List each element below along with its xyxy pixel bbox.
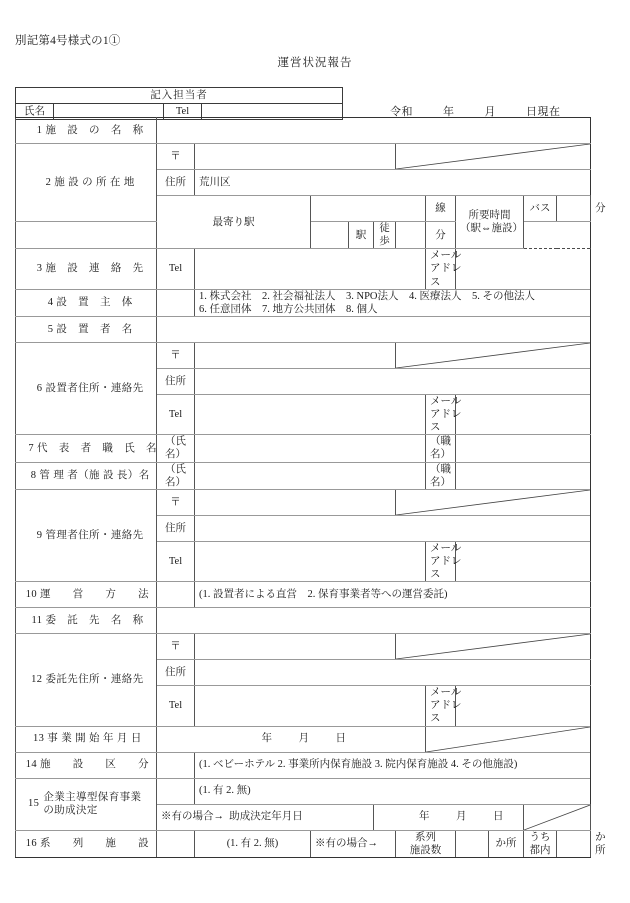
row-manager-address-postal: [16, 489, 591, 515]
person-in-charge-heading: 記入担当者: [16, 88, 343, 104]
address-label: 住所: [157, 660, 195, 686]
blocked-cell-diagonal: [396, 342, 591, 368]
grant-answer-input[interactable]: [157, 778, 195, 804]
station-suffix-label: 駅: [349, 222, 374, 249]
grant-decision-date-input[interactable]: 年 月 日: [374, 804, 524, 830]
mail-address-label: メール アドレ ス: [426, 541, 456, 581]
row-corporate-childcare-grant: [16, 778, 591, 804]
affiliated-options: (1. 有 2. 無): [195, 830, 311, 857]
tel-label: Tel: [157, 394, 195, 434]
management-method-options: (1. 設置者による直営 2. 保育事業者等への運営委託): [195, 582, 591, 608]
row-label-16: 16 系 列 施 設: [16, 830, 157, 857]
row-affiliated-facilities: 16 系 列 施 設 (1. 有 2. 無) ※有の場合→ 系列 施設数 か所 うち 都内 か所: [16, 830, 591, 857]
row-label-2: 2 施 設 の 所 在 地: [16, 144, 157, 222]
walk-label: 徒歩: [374, 222, 396, 249]
affiliated-if-yes-label: ※有の場合→: [311, 830, 396, 857]
contractor-address-input[interactable]: [195, 660, 591, 686]
row-label-15: 15 企業主導型保育事業 の助成決定: [16, 778, 157, 830]
grant-if-yes-label: ※有の場合→ 助成決定年月日: [157, 804, 374, 830]
affiliated-count-input[interactable]: [456, 830, 489, 857]
walk-minutes-input[interactable]: [396, 222, 426, 249]
row-facility-name: [16, 118, 591, 144]
row-label-13: 13 事 業 開 始 年 月 日: [16, 726, 157, 752]
facility-category-answer-input[interactable]: [157, 752, 195, 778]
day-unit: 日現在: [526, 106, 561, 118]
row-label-1: 1 施 設 の 名 称: [16, 118, 157, 144]
mail-address-label: メール アドレ ス: [426, 394, 456, 434]
row-establisher-address-postal: [16, 342, 591, 368]
facility-tel-input[interactable]: [195, 249, 426, 289]
row-label-9: 9 管理者住所・連絡先: [16, 489, 157, 581]
affiliated-count-unit: か所: [489, 830, 524, 857]
postal-label: 〒: [157, 489, 195, 515]
row-label-5: 5 設 置 者 名: [16, 316, 157, 342]
row-establisher-name: [16, 316, 591, 342]
establisher-type-options: 1. 株式会社 2. 社会福祉法人 3. NPO法人 4. 医療法人 5. その他法人 6. 任意団体 7. 地方公共団体 8. 個人: [195, 289, 591, 316]
address-label: 住所: [157, 170, 195, 196]
mail-address-label: メール アドレ ス: [426, 249, 456, 289]
manager-address-input[interactable]: [195, 515, 591, 541]
facility-name-input[interactable]: [157, 118, 591, 144]
row-facility-contact: [16, 249, 591, 289]
row-label-11: 11 委 託 先 名 称: [16, 608, 157, 634]
form-code: 別記第4号様式の1①: [15, 35, 121, 47]
tel-label: Tel: [157, 249, 195, 289]
operation-status-form-table: [15, 117, 606, 858]
manager-mail-input[interactable]: [456, 541, 591, 581]
tel-label: Tel: [157, 541, 195, 581]
row-label-12: 12 委託先住所・連絡先: [16, 634, 157, 726]
establisher-name-input[interactable]: [157, 316, 591, 342]
facility-postal-input[interactable]: [195, 144, 396, 170]
blocked-cell-diagonal: [396, 489, 591, 515]
row-manager-name: [16, 462, 591, 489]
blocked-cell-diagonal: [396, 634, 591, 660]
row-nearest-station: 最寄り駅 線 所要時間 （駅⇔施設） バス 分: [16, 196, 591, 222]
era-label: 令和: [390, 106, 413, 118]
row-label-14: 14 施 設 区 分: [16, 752, 157, 778]
row-business-start-date: [16, 726, 591, 752]
facility-address-input[interactable]: 荒川区: [195, 170, 591, 196]
blocked-cell-diagonal: [426, 726, 591, 752]
row-label-10: 10 運 営 方 法: [16, 582, 157, 608]
business-start-date-input[interactable]: 年 月 日: [157, 726, 426, 752]
page-title: 運営状況報告: [277, 57, 353, 69]
row-facility-category: [16, 752, 591, 778]
row-facility-address-postal: [16, 144, 591, 170]
representative-job-input[interactable]: [456, 435, 591, 462]
of-which-tokyo-label: うち 都内: [524, 830, 557, 857]
row-establisher-type: [16, 289, 591, 316]
row-label-6: 6 設置者住所・連絡先: [16, 342, 157, 434]
grant-options: (1. 有 2. 無): [195, 778, 591, 804]
establisher-tel-input[interactable]: [195, 394, 426, 434]
tel-label: Tel: [157, 686, 195, 726]
station-name-input[interactable]: [16, 222, 349, 249]
bus-minutes-input[interactable]: [557, 196, 591, 222]
address-label: 住所: [157, 368, 195, 394]
manager-tel-input[interactable]: [195, 541, 426, 581]
postal-label: 〒: [157, 144, 195, 170]
management-method-answer-input[interactable]: [157, 582, 195, 608]
row-number-15: 15: [28, 798, 40, 810]
postal-label: 〒: [157, 342, 195, 368]
affiliated-answer-input[interactable]: [157, 830, 195, 857]
contractor-postal-input[interactable]: [195, 634, 396, 660]
month-unit: 月: [484, 106, 496, 118]
job-title-label: （職名）: [426, 462, 456, 489]
row-contractor-name: [16, 608, 591, 634]
establisher-postal-input[interactable]: [195, 342, 396, 368]
of-which-tokyo-input[interactable]: [557, 830, 591, 857]
facility-mail-input[interactable]: [456, 249, 591, 289]
postal-label: 〒: [157, 634, 195, 660]
table-row: [16, 88, 343, 104]
name-label: 氏名: [16, 104, 54, 120]
contractor-name-input[interactable]: [157, 608, 591, 634]
line-suffix-label: 線: [426, 196, 456, 222]
job-title-label: （職名）: [426, 435, 456, 462]
person-name-label: （氏名）: [157, 435, 195, 462]
person-in-charge-table: [15, 87, 343, 120]
nearest-station-label: 最寄り駅: [157, 196, 311, 249]
manager-postal-input[interactable]: [195, 489, 396, 515]
walk-minutes-unit: 分: [426, 222, 456, 249]
person-name-label: （氏名）: [157, 462, 195, 489]
row-label-7: 7 代 表 者 職 氏 名: [16, 435, 157, 462]
blocked-cell-diagonal: [524, 804, 591, 830]
travel-time-label: 所要時間 （駅⇔施設）: [456, 196, 524, 249]
mail-address-label: メール アドレ ス: [426, 686, 456, 726]
row-contractor-address-postal: [16, 634, 591, 660]
bus-label: バス: [524, 196, 557, 222]
row-label-4: 4 設 置 主 体: [16, 289, 157, 316]
affiliated-count-label: 系列 施設数: [396, 830, 456, 857]
row-management-method: [16, 582, 591, 608]
contractor-tel-input[interactable]: [195, 686, 426, 726]
manager-name-input[interactable]: [195, 462, 426, 489]
tel-label: Tel: [164, 104, 202, 120]
contractor-mail-input[interactable]: [456, 686, 591, 726]
row-representative-name: [16, 435, 591, 462]
address-label: 住所: [157, 515, 195, 541]
year-unit: 年: [443, 106, 455, 118]
station-line-input[interactable]: [311, 196, 426, 222]
row-label-8: 8 管 理 者（施 設 長）名: [16, 462, 157, 489]
representative-name-input[interactable]: [195, 435, 426, 462]
facility-category-options: (1. ベビーホテル 2. 事業所内保育施設 3. 院内保育施設 4. その他施設): [195, 752, 591, 778]
establisher-address-input[interactable]: [195, 368, 591, 394]
manager-job-input[interactable]: [456, 462, 591, 489]
blocked-cell-diagonal: [396, 144, 591, 170]
establisher-type-answer-input[interactable]: [157, 289, 195, 316]
establisher-mail-input[interactable]: [456, 394, 591, 434]
row-label-3: 3 施 設 連 絡 先: [16, 249, 157, 289]
